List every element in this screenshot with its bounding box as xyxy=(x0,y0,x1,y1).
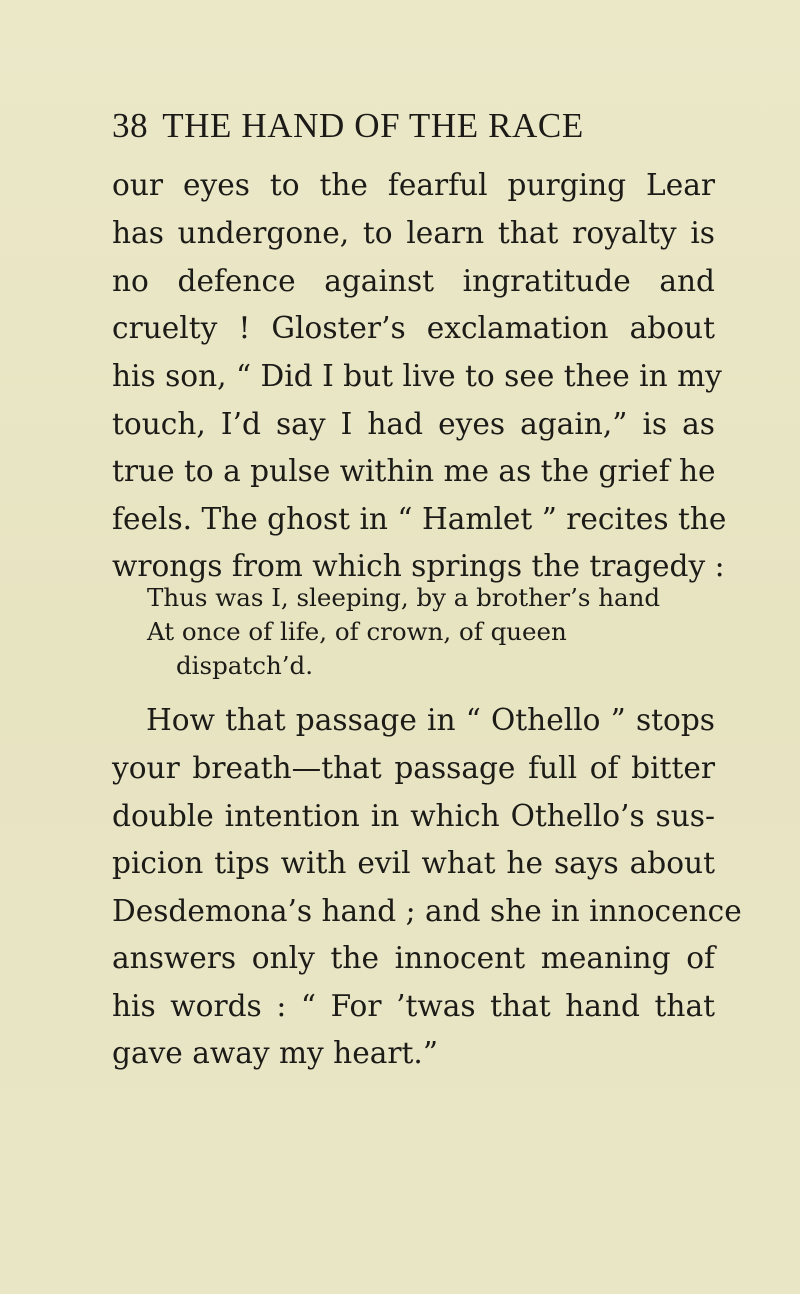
text-line: feels. The ghost in “ Hamlet ” recites the xyxy=(112,502,727,536)
running-header xyxy=(112,106,712,156)
text-line: double intention in which Othello’s sus- xyxy=(112,799,715,833)
text-line: touch, I’d say I had eyes again,” is as xyxy=(112,407,715,441)
text-line: his son, “ Did I but live to see thee in my xyxy=(112,359,722,393)
text-line: Desdemona’s hand ; and she in innocence xyxy=(112,894,742,928)
verse-line: dispatch’d. xyxy=(176,651,313,680)
text-line: answers only the innocent meaning of xyxy=(112,941,715,975)
text-line: our eyes to the fearful purging Lear xyxy=(112,168,715,202)
text-line: gave away my heart.” xyxy=(112,1036,438,1070)
verse-line: Thus was I, sleeping, by a brother’s hand xyxy=(147,583,661,612)
text-line: no defence against ingratitude and xyxy=(112,264,715,298)
running-title: THE HAND OF THE RACE xyxy=(162,106,584,145)
verse-line: At once of life, of crown, of queen xyxy=(147,617,567,646)
text-line: your breath—that passage full of bitter xyxy=(112,751,715,785)
text-line: true to a pulse within me as the grief he xyxy=(112,454,716,488)
text-line: cruelty ! Gloster’s exclamation about xyxy=(112,311,715,345)
text-line: wrongs from which springs the tragedy : xyxy=(112,549,725,583)
text-line: has undergone, to learn that royalty is xyxy=(112,216,715,250)
text-line: picion tips with evil what he says about xyxy=(112,846,715,880)
text-line: his words : “ For ’twas that hand that xyxy=(112,989,715,1023)
text-line: How that passage in “ Othello ” stops xyxy=(146,703,715,737)
page-number: 38 xyxy=(112,106,149,145)
